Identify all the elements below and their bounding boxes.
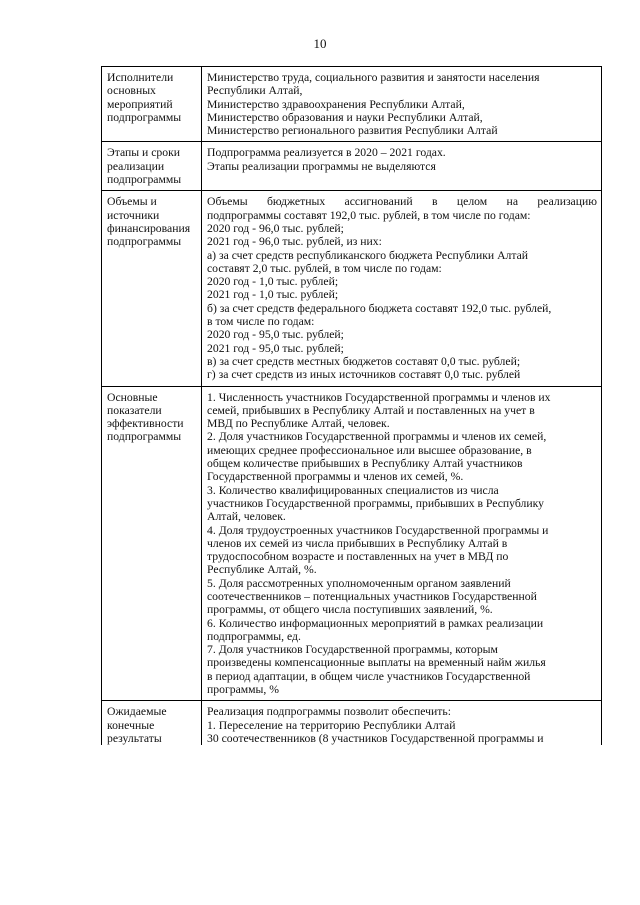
value-line: 7. Доля участников Государственной программы, которым [207, 643, 498, 657]
value-line: 6. Количество информационных мероприятий в рамках реализации [207, 616, 544, 630]
value-line: подпрограммы составят 192,0 тыс. рублей, в том числе по годам: [207, 208, 531, 222]
table-row-funding [102, 191, 602, 386]
label-line: конечные [107, 718, 155, 732]
value-line: а) за счет средств республиканского бюджета Республики Алтай [207, 248, 529, 262]
value-line: Государственной программы и членов их семей, %. [207, 470, 464, 484]
row-value [202, 191, 602, 386]
label-line: Ожидаемые [107, 705, 167, 719]
value-line: участников Государственной программы, прибывших в Республику [207, 496, 544, 510]
table-row-stages [102, 142, 602, 191]
table-row-executors [102, 67, 602, 142]
value-line: 2021 год - 95,0 тыс. рублей; [207, 341, 344, 355]
label-line: показатели [107, 403, 162, 417]
value-line: имеющих среднее профессиональное или высшее образование, в [207, 443, 532, 457]
value-line: МВД по Республике Алтай, человек. [207, 417, 390, 431]
value-line: составят 2,0 тыс. рублей, в том числе по годам: [207, 261, 442, 275]
value-line: 2020 год - 1,0 тыс. рублей; [207, 275, 339, 289]
row-label [102, 386, 202, 701]
value-line: Министерство регионального развития Республики Алтай [207, 124, 498, 138]
value-line: Министерство образования и науки Республики Алтай, [207, 110, 483, 124]
value-line: 3. Количество квалифицированных специалистов из числа [207, 483, 499, 497]
row-label [102, 67, 202, 142]
value-line: 2021 год - 1,0 тыс. рублей; [207, 288, 339, 302]
value-line: 4. Доля трудоустроенных участников Государственной программы и [207, 523, 549, 537]
value-line: Реализация подпрограммы позволит обеспечить: [207, 705, 451, 719]
value-line: соотечественников – потенциальных участников Государственной [207, 589, 537, 603]
value-line: произведены компенсационные выплаты на временный найм жилья [207, 656, 546, 670]
label-line: Основные [107, 390, 158, 404]
value-line: Республике Алтай, %. [207, 563, 317, 577]
value-line: общем количестве прибывших в Республику Алтай участников [207, 457, 523, 471]
row-label [102, 142, 202, 191]
value-line: Подпрограмма реализуется в 2020 – 2021 годах. [207, 146, 446, 160]
label-line: результаты [107, 731, 162, 745]
value-line: семей, прибывших в Республику Алтай и поставленных на учет в [207, 403, 535, 417]
value-line: членов их семей из числа прибывших в Республику Алтай в [207, 536, 508, 550]
value-line: 1. Численность участников Государственной программы и членов их [207, 390, 551, 404]
value-line: 30 соотечественников (8 участников Государственной программы и [207, 731, 544, 745]
row-value [202, 67, 602, 142]
value-line: в период адаптации, в общем числе участников Государственной [207, 669, 531, 683]
subprogram-passport-table [101, 66, 602, 745]
value-line: 2020 год - 96,0 тыс. рублей; [207, 221, 344, 235]
value-line: в) за счет средств местных бюджетов составят 0,0 тыс. рублей; [207, 354, 521, 368]
row-value [202, 701, 602, 745]
table-row-expected-results [102, 701, 602, 745]
label-line: Исполнители [107, 71, 174, 84]
label-line: финансирования [107, 221, 191, 235]
value-line: Министерство труда, социального развития и занятости населения [207, 71, 540, 84]
label-line: Объемы и [107, 195, 157, 209]
value-line: Объемы бюджетных ассигнований в целом на реализацию [207, 195, 597, 209]
row-label [102, 191, 202, 386]
value-line: Этапы реализации программы не выделяются [207, 159, 436, 173]
value-line: в том числе по годам: [207, 315, 315, 329]
value-line: г) за счет средств из иных источников составят 0,0 тыс. рублей [207, 368, 521, 382]
row-label [102, 701, 202, 745]
page-number: 10 [313, 36, 327, 51]
value-line: 5. Доля рассмотренных уполномоченным органом заявлений [207, 576, 511, 590]
value-line: 1. Переселение на территорию Республики Алтай [207, 718, 456, 732]
label-line: мероприятий [107, 97, 173, 111]
value-line: Министерство здравоохранения Республики Алтай, [207, 97, 465, 111]
label-line: подпрограммы [107, 235, 182, 249]
table-row-indicators [102, 386, 602, 701]
label-line: источники [107, 208, 160, 222]
value-line: программы, % [207, 683, 279, 697]
value-line: 2020 год - 95,0 тыс. рублей; [207, 328, 344, 342]
label-line: подпрограммы [107, 173, 182, 187]
value-line: подпрограммы, ед. [207, 629, 301, 643]
value-line: Республики Алтай, [207, 84, 303, 98]
label-line: Этапы и сроки [107, 146, 181, 160]
value-line: Алтай, человек. [207, 510, 286, 524]
label-line: подпрограммы [107, 430, 182, 444]
value-line: 2. Доля участников Государственной программы и членов их семей, [207, 430, 547, 444]
label-line: реализации [107, 159, 165, 173]
label-line: эффективности [107, 417, 184, 431]
row-value [202, 386, 602, 701]
row-value [202, 142, 602, 191]
label-line: основных [107, 84, 156, 98]
value-line: программы, от общего числа поступивших заявлений, %. [207, 603, 493, 617]
value-line: б) за счет средств федерального бюджета составят 192,0 тыс. рублей, [207, 301, 552, 315]
value-line: 2021 год - 96,0 тыс. рублей, из них: [207, 235, 382, 249]
value-line: трудоспособном возрасте и поставленных на учет в МВД по [207, 550, 509, 564]
label-line: подпрограммы [107, 110, 182, 124]
